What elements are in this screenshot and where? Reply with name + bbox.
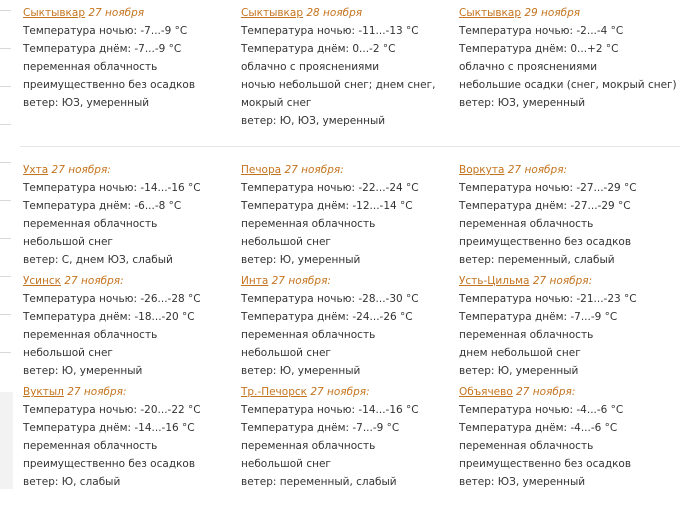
forecast-date: 27 ноября: xyxy=(271,275,331,287)
rail-tick xyxy=(0,314,11,315)
rail-tick xyxy=(0,10,11,11)
day-temperature: Температура днём: 0...+2 °C xyxy=(459,43,619,55)
precipitation: небольшой снег xyxy=(241,458,331,470)
forecast-header xyxy=(459,383,674,401)
cloudiness: переменная облачность xyxy=(23,329,158,341)
wind: ветер: Ю, умеренный xyxy=(241,254,361,266)
rail-tick xyxy=(0,238,11,239)
city-link[interactable]: Усинск xyxy=(23,275,61,287)
forecast-date: 27 ноября xyxy=(88,7,145,19)
rail-tick xyxy=(0,162,11,163)
night-temperature: Температура ночью: -22...-24 °C xyxy=(241,182,419,194)
cloudiness: переменная облачность xyxy=(241,329,376,341)
forecast-header xyxy=(459,4,674,22)
forecast-date: 27 ноября: xyxy=(310,386,370,398)
day-temperature: Температура днём: -7...-9 °C xyxy=(23,43,182,55)
precipitation: небольшой снег xyxy=(241,236,331,248)
cloudiness: переменная облачность xyxy=(241,440,376,452)
cloudiness: переменная облачность xyxy=(241,218,376,230)
wind: ветер: ЮЗ, умеренный xyxy=(459,97,586,109)
forecast-block-pechora xyxy=(241,161,456,269)
rail-tick xyxy=(0,200,11,201)
city-link[interactable]: Инта xyxy=(241,275,269,287)
section-divider xyxy=(20,146,680,147)
forecast-date: 27 ноября: xyxy=(532,275,593,287)
forecast-header xyxy=(23,272,238,290)
night-temperature: Температура ночью: -20...-22 °C xyxy=(23,404,201,416)
forecast-block-tr-pechorsk xyxy=(241,383,456,491)
forecast-header xyxy=(241,4,456,22)
cloudiness: переменная облачность xyxy=(459,440,594,452)
precipitation: преимущественно без осадков xyxy=(23,79,196,91)
day-temperature: Температура днём: -24...-26 °C xyxy=(241,311,413,323)
night-temperature: Температура ночью: -21...-23 °C xyxy=(459,293,637,305)
night-temperature: Температура ночью: -27...-29 °C xyxy=(459,182,637,194)
wind: ветер: Ю, умеренный xyxy=(459,365,579,377)
cloudiness: переменная облачность xyxy=(23,61,158,73)
night-temperature: Температура ночью: -4...-6 °C xyxy=(459,404,624,416)
cloudiness: переменная облачность xyxy=(23,218,158,230)
city-link[interactable]: Воркута xyxy=(459,164,505,176)
forecast-block-syktyvkar-28 xyxy=(241,4,456,130)
forecast-date: 27 ноября: xyxy=(516,386,576,398)
rail-tick xyxy=(0,86,11,87)
precipitation: небольшой снег xyxy=(23,347,113,359)
city-link[interactable]: Вуктыл xyxy=(23,386,64,398)
city-link[interactable]: Сыктывкар xyxy=(241,7,304,19)
forecast-date: 29 ноября xyxy=(524,7,581,19)
forecast-block-usinsk xyxy=(23,272,238,380)
precipitation: преимущественно без осадков xyxy=(23,458,196,470)
night-temperature: Температура ночью: -14...-16 °C xyxy=(23,182,201,194)
rail-shade xyxy=(0,392,13,489)
forecast-header xyxy=(23,4,238,22)
precipitation: ночью небольшой снег; днем снег, xyxy=(241,79,436,91)
night-temperature: Температура ночью: -14...-16 °C xyxy=(241,404,419,416)
cloudiness: переменная облачность xyxy=(23,440,158,452)
forecast-header xyxy=(23,161,238,179)
forecast-date: 27 ноября: xyxy=(64,275,124,287)
day-temperature: Температура днём: -18...-20 °C xyxy=(23,311,195,323)
precipitation-continued: мокрый снег xyxy=(241,97,312,109)
precipitation: преимущественно без осадков xyxy=(459,236,632,248)
left-rail xyxy=(0,0,14,509)
wind: ветер: ЮЗ, умеренный xyxy=(23,97,150,109)
precipitation: небольшие осадки (снег, мокрый снег) xyxy=(459,79,677,91)
forecast-date: 27 ноября: xyxy=(507,164,568,176)
rail-tick xyxy=(0,276,11,277)
rail-tick xyxy=(0,124,11,125)
wind: ветер: переменный, слабый xyxy=(459,254,615,266)
cloudiness: облачно с прояснениями xyxy=(459,61,598,73)
rail-tick xyxy=(0,48,11,49)
city-link[interactable]: Сыктывкар xyxy=(459,7,522,19)
city-link[interactable]: Усть-Цильма xyxy=(459,275,530,287)
forecast-header xyxy=(459,272,674,290)
forecast-block-vorkuta xyxy=(459,161,674,269)
forecast-date: 27 ноября: xyxy=(284,164,344,176)
wind: ветер: С, днем ЮЗ, слабый xyxy=(23,254,173,266)
precipitation: преимущественно без осадков xyxy=(459,458,632,470)
day-temperature: Температура днём: -7...-9 °C xyxy=(241,422,400,434)
day-temperature: Температура днём: -6...-8 °C xyxy=(23,200,182,212)
precipitation: небольшой снег xyxy=(23,236,113,248)
cloudiness: переменная облачность xyxy=(459,218,594,230)
day-temperature: Температура днём: -12...-14 °C xyxy=(241,200,413,212)
city-link[interactable]: Печора xyxy=(241,164,282,176)
forecast-date: 27 ноября: xyxy=(51,164,111,176)
rail-tick xyxy=(0,352,11,353)
day-temperature: Температура днём: -7...-9 °C xyxy=(459,311,618,323)
forecast-block-inta xyxy=(241,272,456,380)
city-link[interactable]: Ухта xyxy=(23,164,49,176)
forecast-block-ukhta xyxy=(23,161,238,269)
city-link[interactable]: Сыктывкар xyxy=(23,7,86,19)
day-temperature: Температура днём: -14...-16 °C xyxy=(23,422,195,434)
night-temperature: Температура ночью: -11...-13 °C xyxy=(241,25,419,37)
forecast-header xyxy=(459,161,674,179)
forecast-date: 27 ноября: xyxy=(67,386,127,398)
night-temperature: Температура ночью: -2...-4 °C xyxy=(459,25,624,37)
night-temperature: Температура ночью: -28...-30 °C xyxy=(241,293,419,305)
forecast-header xyxy=(241,383,456,401)
forecast-block-syktyvkar-27 xyxy=(23,4,238,112)
city-link[interactable]: Тр.-Печорск xyxy=(241,386,307,398)
day-temperature: Температура днём: 0...-2 °C xyxy=(241,43,396,55)
precipitation: небольшой снег xyxy=(241,347,331,359)
city-link[interactable]: Объячево xyxy=(459,386,513,398)
precipitation: днем небольшой снег xyxy=(459,347,581,359)
forecast-header xyxy=(241,161,456,179)
forecast-block-ust-tsilma xyxy=(459,272,674,380)
day-temperature: Температура днём: -4...-6 °C xyxy=(459,422,618,434)
wind: ветер: Ю, умеренный xyxy=(241,365,361,377)
forecast-block-syktyvkar-29 xyxy=(459,4,677,112)
forecast-header xyxy=(23,383,238,401)
forecast-block-vuktyl xyxy=(23,383,238,491)
night-temperature: Температура ночью: -26...-28 °C xyxy=(23,293,201,305)
wind: ветер: Ю, умеренный xyxy=(23,365,143,377)
wind: ветер: ЮЗ, умеренный xyxy=(459,476,586,488)
wind: ветер: переменный, слабый xyxy=(241,476,397,488)
wind: ветер: Ю, слабый xyxy=(23,476,121,488)
cloudiness: облачно с прояснениями xyxy=(241,61,380,73)
forecast-block-obyachevo xyxy=(459,383,674,491)
day-temperature: Температура днём: -27...-29 °C xyxy=(459,200,631,212)
forecast-date: 28 ноября xyxy=(306,7,363,19)
cloudiness: переменная облачность xyxy=(459,329,594,341)
forecast-header xyxy=(241,272,456,290)
night-temperature: Температура ночью: -7...-9 °C xyxy=(23,25,188,37)
wind: ветер: Ю, ЮЗ, умеренный xyxy=(241,115,386,127)
